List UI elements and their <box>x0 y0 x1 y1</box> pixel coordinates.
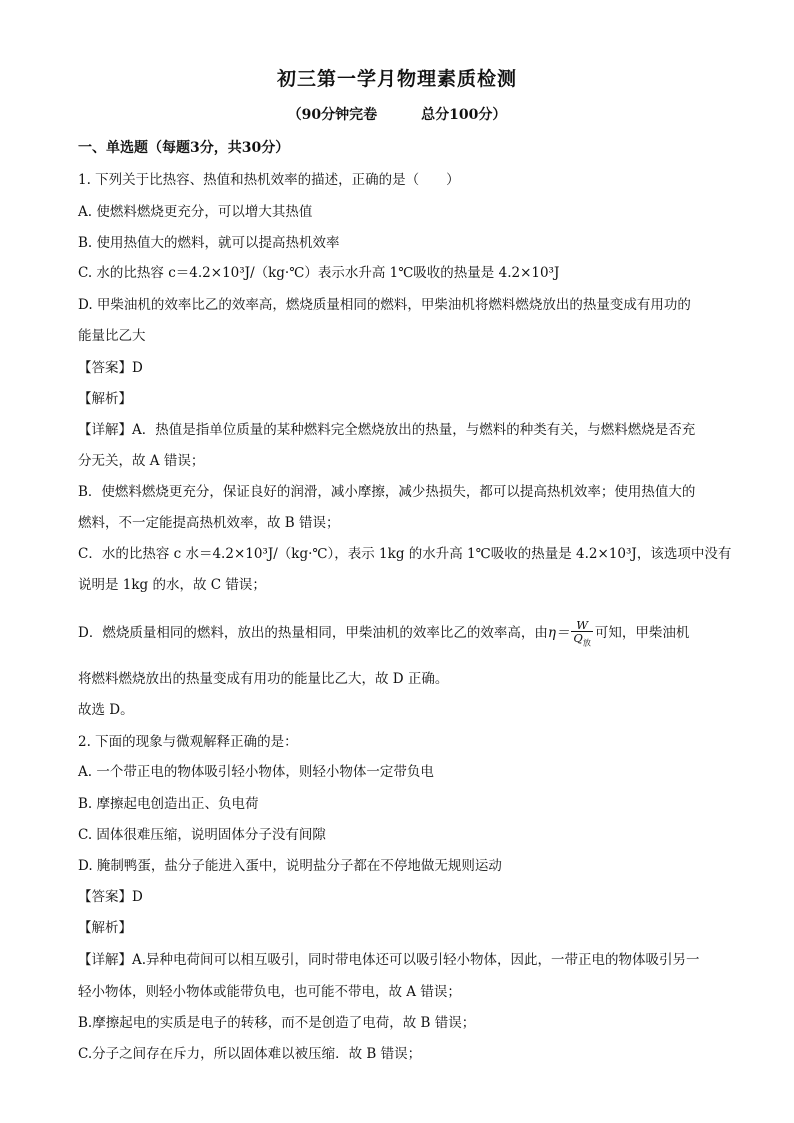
efficiency-symbol: η＝ <box>547 624 570 641</box>
q2-explain-b: B.摩擦起电的实质是电子的转移，而不是创造了电荷，故 B 错误； <box>78 1015 476 1031</box>
q1-explain-a-cont: 分无关，故 A 错误； <box>78 453 205 469</box>
exam-info <box>0 104 794 124</box>
question-2-stem: 2. 下面的现象与微观解释正确的是： <box>78 734 298 750</box>
q2-analysis-heading: 【解析】 <box>78 920 132 936</box>
q1-explain-d-cont: 将燃料燃烧放出的热量变成有用功的能量比乙大，故 D 正确。 <box>78 671 449 687</box>
q1-conclusion: 故选 D。 <box>78 702 134 718</box>
q1-option-b: B. 使用热值大的燃料，就可以提高热机效率 <box>78 235 340 251</box>
fraction-numerator: W <box>571 619 592 632</box>
q1-explain-c: C．水的比热容 c 水＝4.2×10³J/（kg·℃），表示 1kg 的水升高 1℃吸收的热量是 4.2×10³J，该选项中没有 <box>78 546 732 562</box>
page-title: 初三第一学月物理素质检测 <box>276 68 517 90</box>
q1-answer: 【答案】D <box>78 360 143 376</box>
section-heading: 一、单选题（每题3分，共30分） <box>78 140 290 156</box>
exam-total-score: 总分100分） <box>421 107 507 123</box>
q1-option-d: D. 甲柴油机的效率比乙的效率高，燃烧质量相同的燃料，甲柴油机将燃料燃烧放出的热量变成有用功的 <box>78 297 691 313</box>
question-1-stem: 1. 下列关于比热容、热值和热机效率的描述，正确的是（ ） <box>78 172 460 188</box>
efficiency-fraction <box>571 619 592 648</box>
q2-option-c: C. 固体很难压缩，说明固体分子没有间隙 <box>78 827 326 843</box>
q1-option-d-cont: 能量比乙大 <box>78 328 146 344</box>
q2-option-d: D. 腌制鸭蛋，盐分子能进入蛋中，说明盐分子都在不停地做无规则运动 <box>78 858 502 874</box>
q2-option-b: B. 摩擦起电创造出正、负电荷 <box>78 796 259 812</box>
q2-option-a: A. 一个带正电的物体吸引轻小物体，则轻小物体一定带负电 <box>78 764 434 780</box>
q1-analysis-heading: 【解析】 <box>78 391 132 407</box>
q1-option-c: C. 水的比热容 c＝4.2×10³J/（kg·℃）表示水升高 1℃吸收的热量是 4.2×10³J <box>78 265 560 281</box>
exam-duration: （90分钟完卷 <box>287 107 378 123</box>
q2-explain-c: C.分子之间存在斥力，所以固体难以被压缩．故 B 错误； <box>78 1046 422 1062</box>
q1-explain-d <box>78 619 728 648</box>
q1-explain-c-cont: 说明是 1kg 的水，故 C 错误； <box>78 577 266 593</box>
q1-option-a: A. 使燃料燃烧更充分，可以增大其热值 <box>78 204 313 220</box>
q2-answer: 【答案】D <box>78 889 143 905</box>
q1-explain-b-cont: 燃料，不一定能提高热机效率，故 B 错误； <box>78 515 340 531</box>
q1-explain-a: 【详解】A．热值是指单位质量的某种燃料完全燃烧放出的热量，与燃料的种类有关，与燃料燃烧是否充 <box>78 422 696 438</box>
fraction-denominator: $Q_放$ <box>573 631 591 648</box>
q2-explain-a: 【详解】A.异种电荷间可以相互吸引，同时带电体还可以吸引轻小物体，因此，一带正电的物体吸引另一 <box>78 952 700 968</box>
q2-explain-a-cont: 轻小物体，则轻小物体或能带负电，也可能不带电，故 A 错误； <box>78 984 461 1000</box>
formula-line-after: 可知，甲柴油机 <box>594 624 690 641</box>
formula-line-before: D．燃烧质量相同的燃料，放出的热量相同，甲柴油机的效率比乙的效率高，由 <box>78 624 548 641</box>
q1-explain-b: B．使燃料燃烧更充分，保证良好的润滑，减小摩擦，减少热损失，都可以提高热机效率；使用热值大的 <box>78 484 696 500</box>
